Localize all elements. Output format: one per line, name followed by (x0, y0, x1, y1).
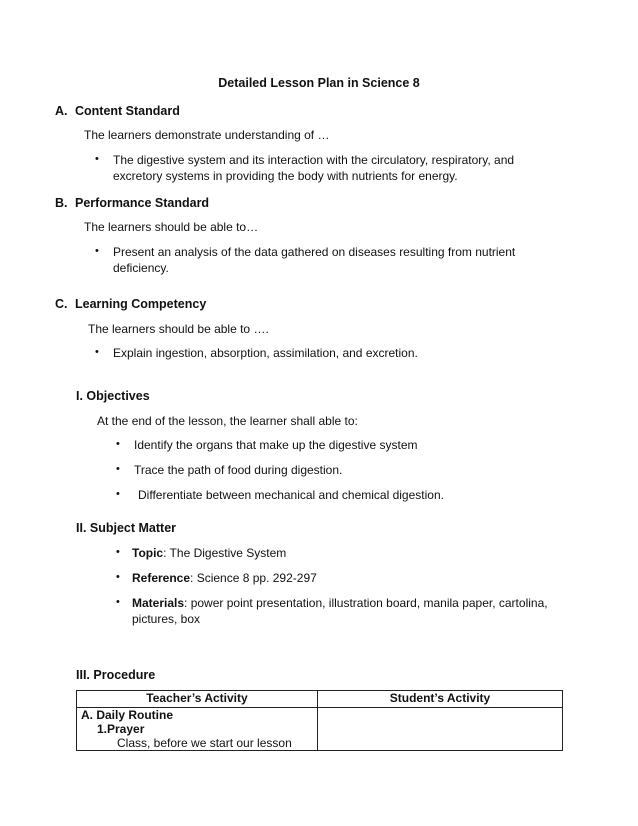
section-letter: A. (55, 104, 68, 118)
bullet-icon: • (116, 488, 120, 500)
section-objectives-heading: I. Objectives (76, 389, 150, 403)
content-standard-intro: The learners demonstrate understanding of … (84, 128, 330, 142)
objectives-intro: At the end of the lesson, the learner shall able to: (97, 414, 358, 428)
subject-matter-item (132, 545, 286, 561)
objective-item: Differentiate between mechanical and chemical digestion. (138, 488, 444, 502)
performance-standard-bullet: Present an analysis of the data gathered on diseases resulting from nutrient deficiency. (113, 245, 516, 275)
bullet-icon: • (95, 245, 99, 257)
bullet-icon: • (116, 571, 120, 583)
subject-matter-item (132, 595, 572, 627)
learning-competency-bullet: Explain ingestion, absorption, assimilation, and excretion. (113, 346, 418, 360)
bullet-icon: • (116, 596, 120, 608)
column-header-student: Student’s Activity (318, 691, 563, 708)
bullet-icon: • (116, 463, 120, 475)
objective-item: Identify the organs that make up the digestive system (134, 438, 418, 452)
bullet-icon: • (95, 346, 99, 358)
performance-standard-intro: The learners should be able to… (84, 220, 259, 234)
content-standard-bullet: The digestive system and its interaction with the circulatory, respiratory, and excretory systems in providing the body with nutrients for energy. (113, 153, 515, 183)
section-heading-text: Performance Standard (75, 196, 210, 210)
item-label: Reference (132, 571, 191, 585)
cell-line: A. Daily Routine (81, 708, 174, 722)
section-subject-matter-heading: II. Subject Matter (76, 521, 177, 535)
table-header-row (77, 691, 563, 708)
section-learning-competency-heading (55, 297, 206, 311)
procedure-table (76, 690, 563, 751)
cell-line: Class, before we start our lesson (117, 736, 292, 750)
item-value: : Science 8 pp. 292-297 (190, 571, 317, 585)
page-title: Detailed Lesson Plan in Science 8 (218, 76, 420, 90)
subject-matter-item (132, 570, 317, 586)
bullet-icon: • (95, 153, 99, 165)
section-heading-text: Learning Competency (75, 297, 207, 311)
section-procedure-heading: III. Procedure (76, 668, 156, 682)
item-value: : The Digestive System (163, 546, 287, 560)
item-value: : power point presentation, illustration board, manila paper, cartolina, pictures, box (132, 596, 548, 626)
column-header-teacher: Teacher’s Activity (77, 691, 318, 708)
bullet-icon: • (116, 438, 120, 450)
section-letter: B. (55, 196, 68, 210)
item-label: Materials (132, 596, 185, 610)
student-activity-cell (318, 708, 563, 751)
table-row (77, 708, 563, 751)
bullet-icon: • (116, 546, 120, 558)
learning-competency-intro: The learners should be able to …. (88, 322, 269, 336)
objective-item: Trace the path of food during digestion. (134, 463, 343, 477)
section-letter: C. (55, 297, 68, 311)
teacher-activity-cell (77, 708, 318, 751)
section-content-standard-heading (55, 104, 180, 118)
cell-line: 1.Prayer (97, 722, 145, 736)
section-heading-text: Content Standard (75, 104, 180, 118)
section-performance-standard-heading (55, 196, 209, 210)
item-label: Topic (132, 546, 164, 560)
